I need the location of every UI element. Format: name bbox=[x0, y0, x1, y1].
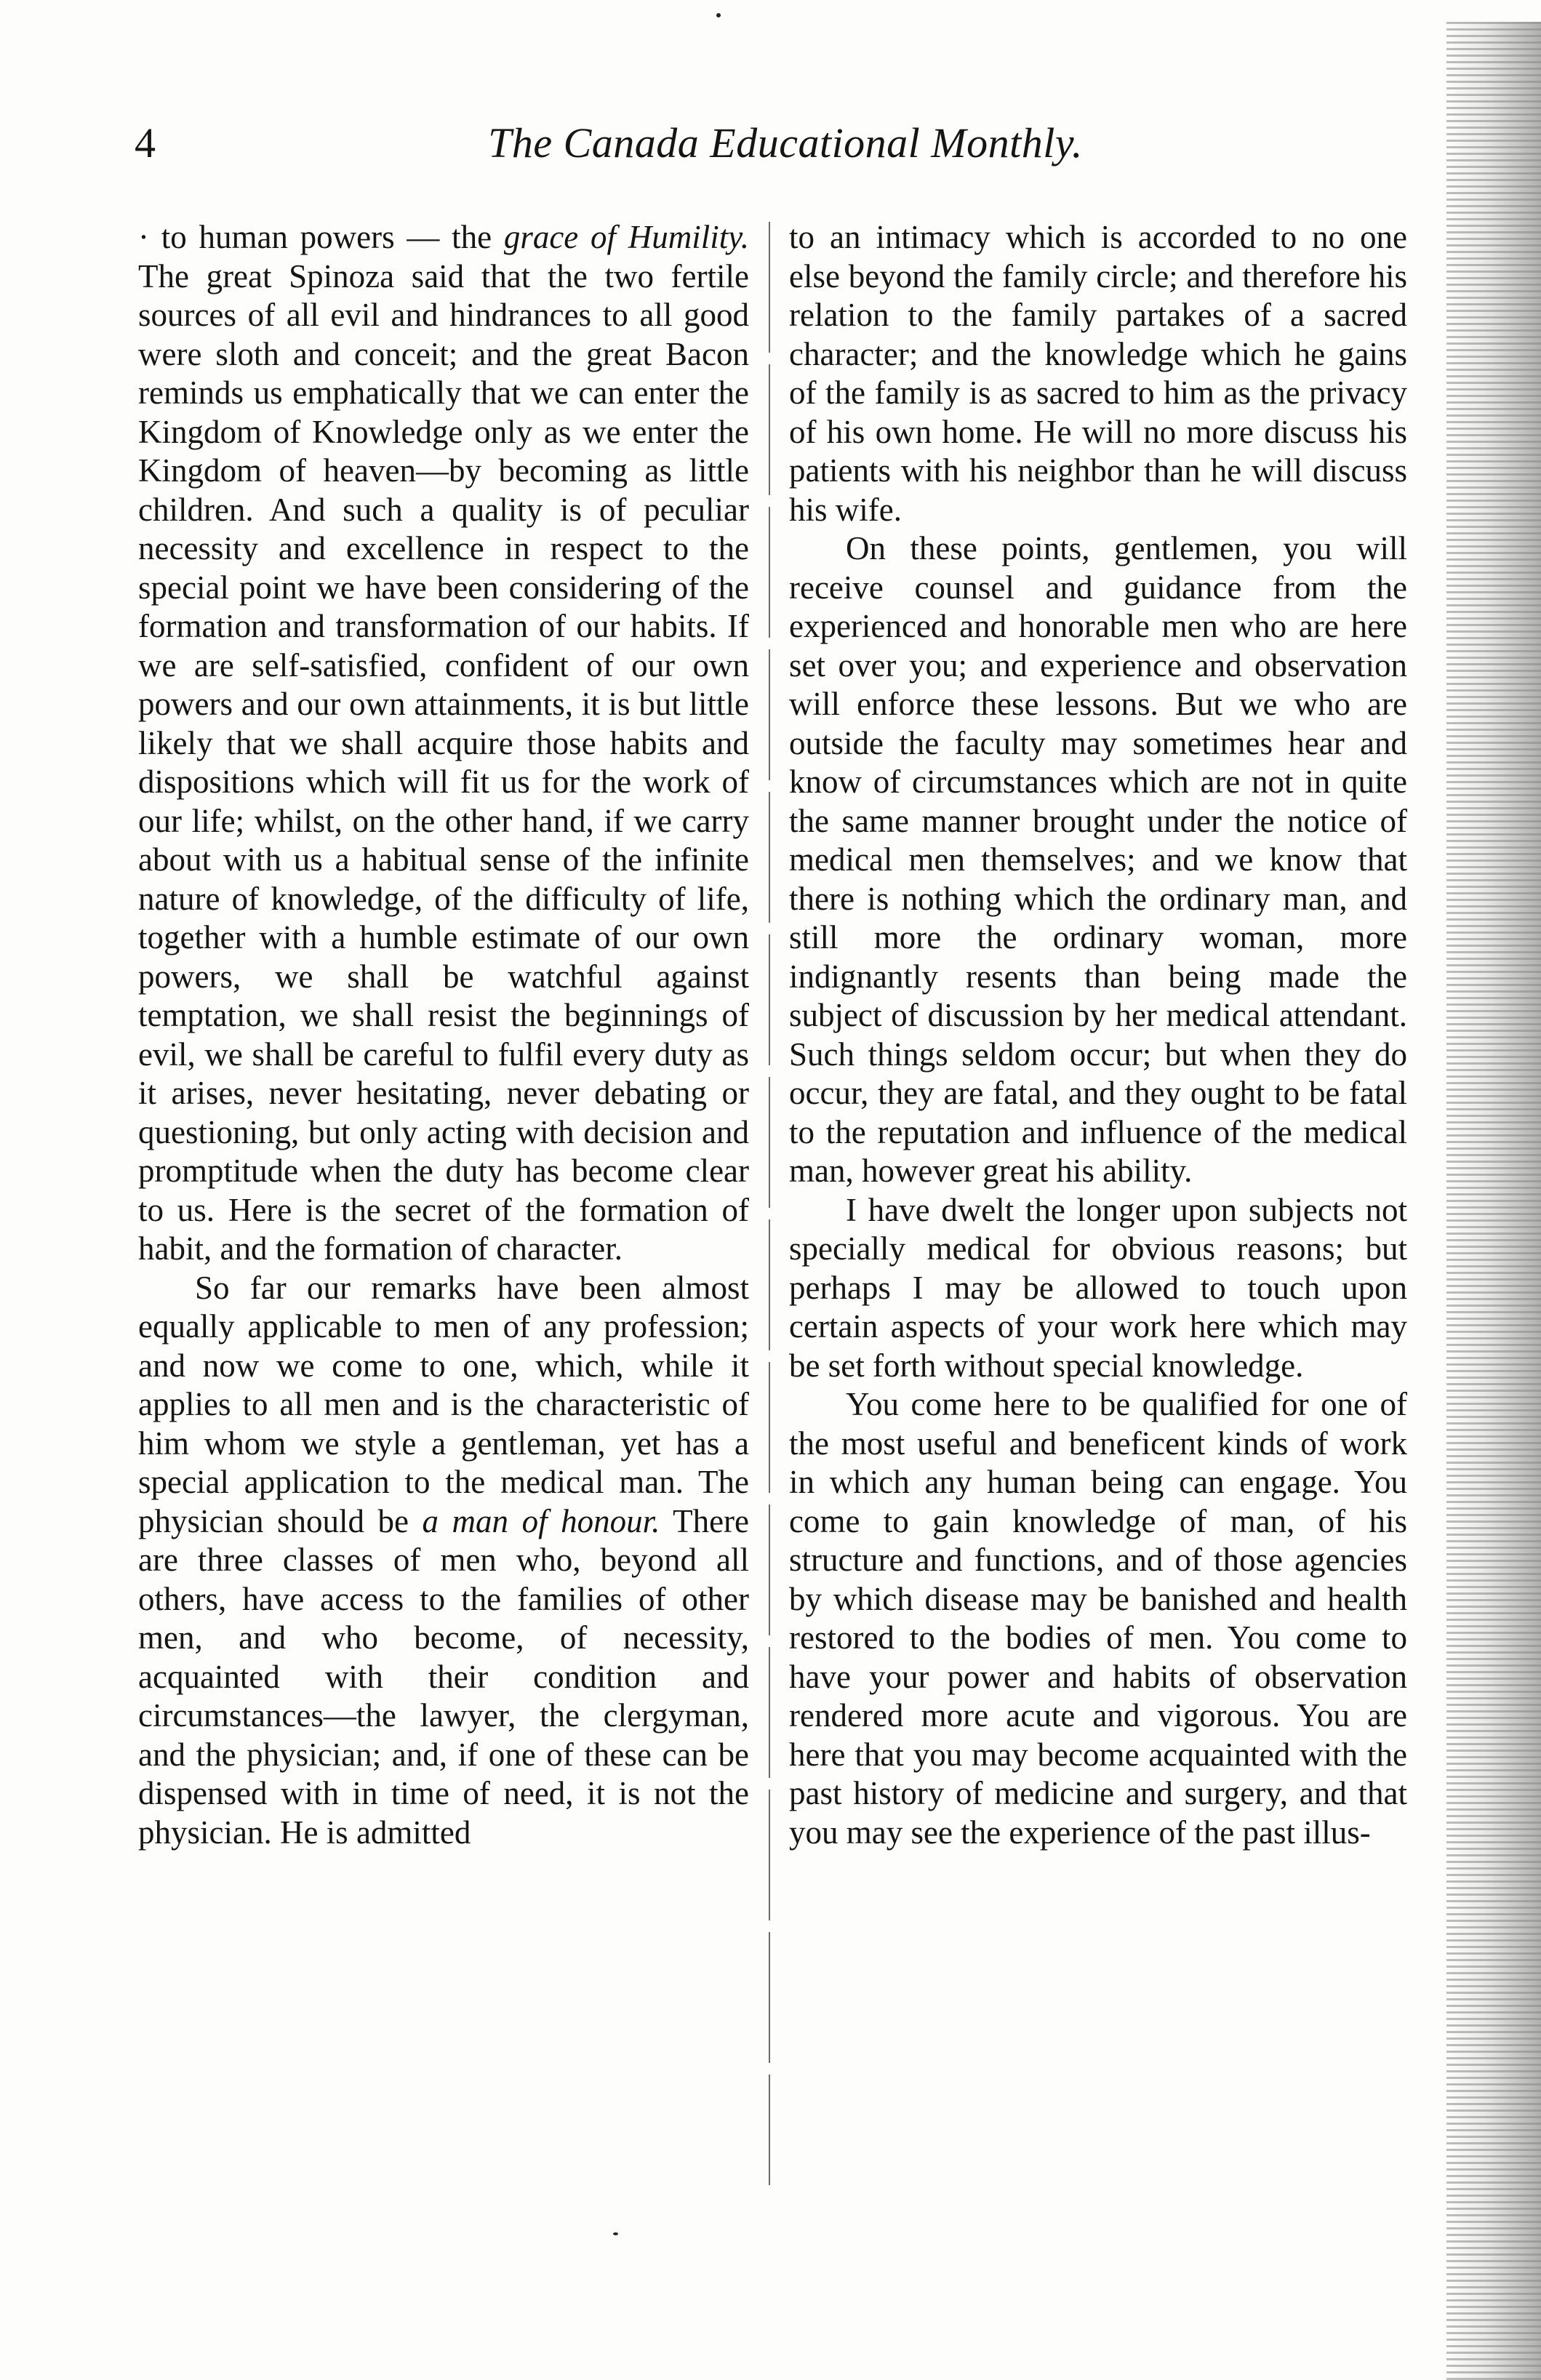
right-paragraph-1: to an intimacy which is accorded to no one else beyond the family circle; and therefore his relation to the family partakes of a sacred character; and the knowledge which he gains of the family is as sacred to him as the privacy of his own home. He will no more discuss his patients with his neighbor than he will discuss his wife. bbox=[789, 219, 1407, 528]
left-column bbox=[138, 218, 749, 1852]
right-paragraph-3: I have dwelt the longer upon subjects not specially medical for obvious reasons; but perhaps I may be allowed to touch upon certain aspects of your work here which may be set forth without special knowledge. bbox=[789, 1191, 1407, 1384]
right-column bbox=[789, 218, 1407, 1852]
left-paragraph-2 bbox=[138, 1269, 749, 1853]
right-paragraph-4: You come here to be qualified for one of the most useful and beneficent kinds of work in which any human being can engage. You come to gain knowledge of man, of his structure and functions, and of those agencies by which disease may be banished and health restored to the bodies of men. You come to have your power and habits of observation rendered more acute and vigorous. You are here that you may become acquainted with the past history of medicine and surgery, and that you may see the experience of the past illus- bbox=[789, 1386, 1407, 1851]
italic-run: grace of Humility. bbox=[503, 219, 749, 255]
text-run: So far our remarks have been almost equally applicable to men of any profession; and now we come to one, which, while it applies to all men and is the characteristic of him whom we style a gentleman, yet has a special application to the medical man. The physician should be bbox=[138, 1269, 749, 1539]
ink-speck bbox=[716, 13, 721, 17]
ink-speck bbox=[613, 2232, 618, 2235]
text-run: The great Spinoza said that the two fertile sources of all evil and hindrances to all good were sloth and conceit; and the great Bacon reminds us emphatically that we can enter the Kingdom of Knowledge only as we enter the Kingdom of heaven—by becoming as little children. And such a quality is of peculiar necessity and excellence in respect to the special point we have been considering of the formation and transformation of our habits. If we are self-satisfied, confident of our own powers and our own attainments, it is but little likely that we shall acquire those habits and dispositions which will fit us for the work of our life; whilst, on the other hand, if we carry about with us a habitual sense of the infinite nature of knowledge, of the difficulty of life, together with a humble estimate of our own powers, we shall be watchful against temptation, we shall resist the beginnings of evil, we shall be careful to fulfil every duty as it arises, never hesitating, never debating or questioning, but only acting with decision and promptitude when the duty has become clear to us. Here is the secret of the formation of habit, and the formation of character. bbox=[138, 257, 749, 1267]
italic-run: a man of honour. bbox=[422, 1502, 660, 1539]
page-number: 4 bbox=[135, 119, 156, 167]
right-paragraph-2: On these points, gentlemen, you will receive counsel and guidance from the experienced and honorable men who are here set over you; and experience and observation will enforce these lessons. But we who are outside the faculty may sometimes hear and know of circumstances which are not in quite the same manner brought under the notice of medical men themselves; and we know that there is nothing which the ordinary man, and still more the ordinary woman, more indignantly resents than being made the subject of discussion by her medical attendant. Such things seldom occur; but when they do occur, they are fatal, and they ought to be fatal to the reputation and influence of the medical man, however great his ability. bbox=[789, 530, 1407, 1189]
column-rule bbox=[769, 222, 770, 2185]
running-title: The Canada Educational Monthly. bbox=[488, 119, 1083, 167]
binding-edge bbox=[1446, 22, 1541, 2380]
text-run: There are three classes of men who, beyond all others, have access to the families of other men, and who become, of necessity, acquainted with their condition and circumstances—the lawyer, the clergyman, and the physician; and, if one of these can be dispensed with in time of need, it is not the physician. He is admitted bbox=[138, 1502, 750, 1851]
left-paragraph-1 bbox=[138, 218, 749, 1269]
text-run: · to human powers — the bbox=[138, 219, 504, 255]
